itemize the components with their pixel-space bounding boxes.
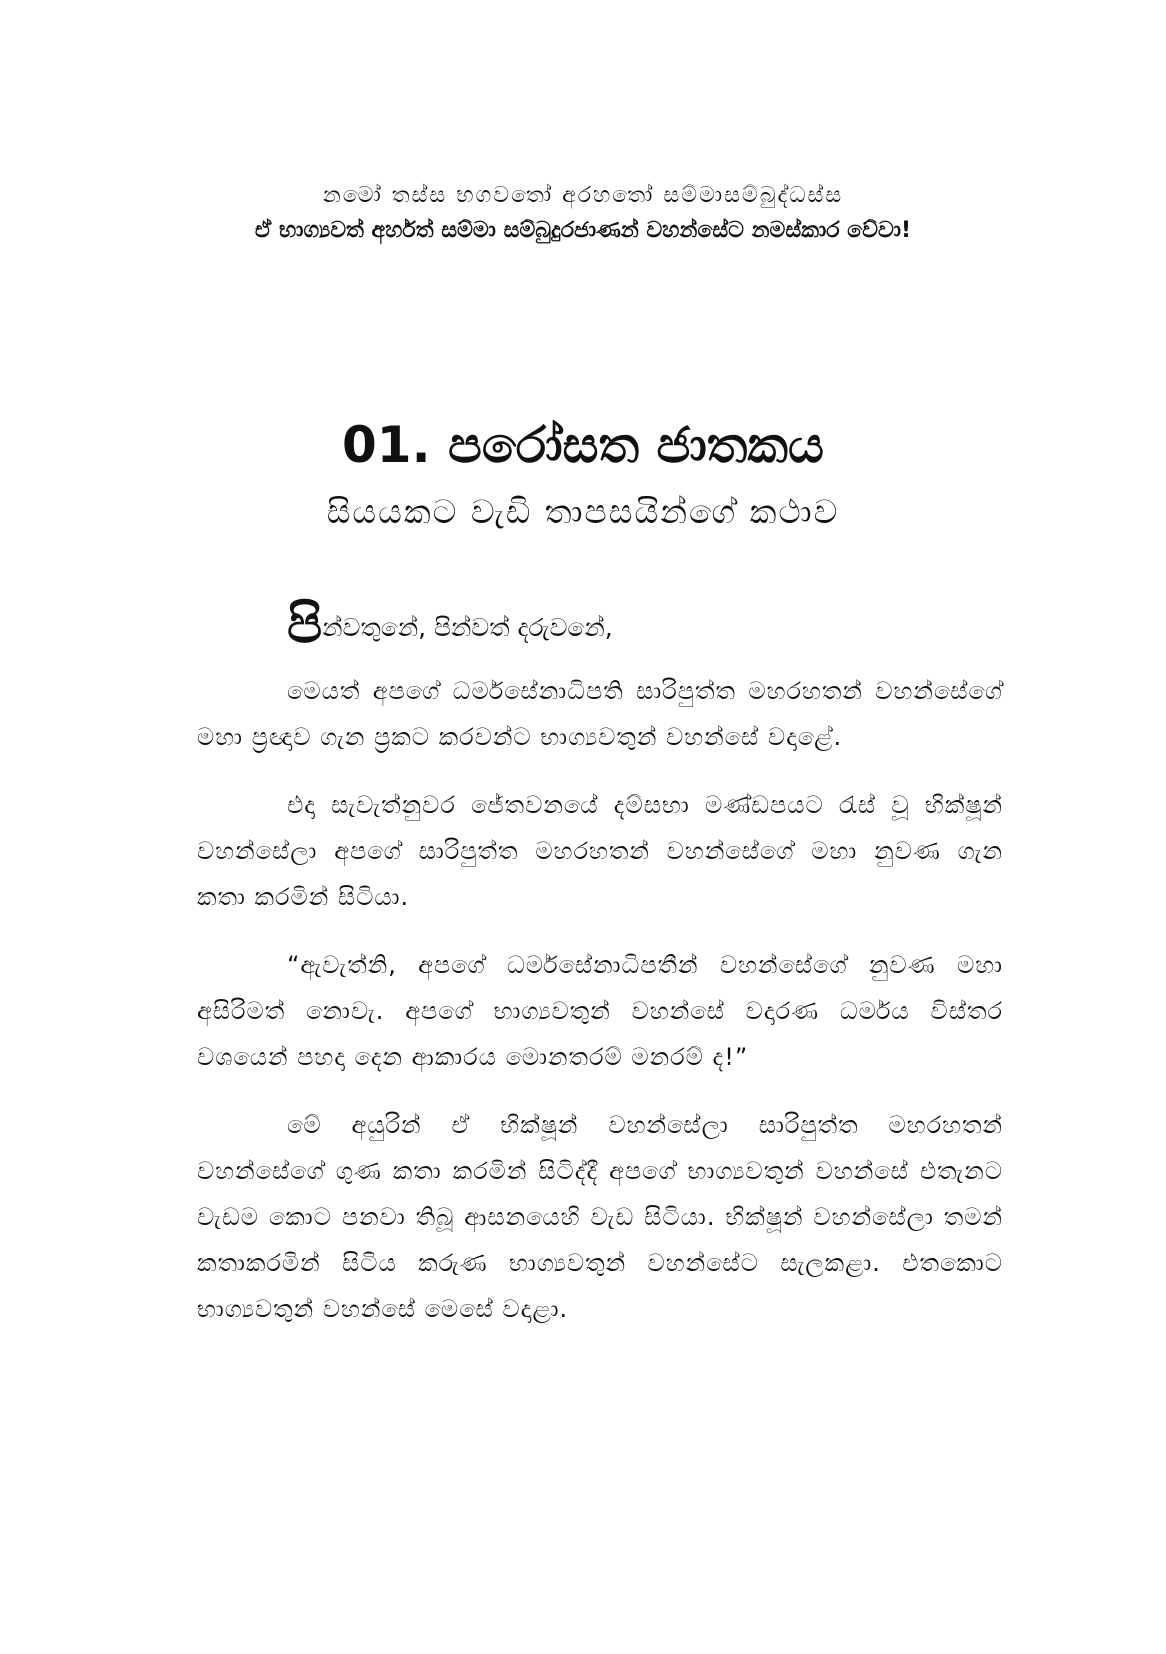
paragraph-2: එදා සැවැත්නුවර ජේතවනයේ දම්සභා මණ්ඩපයට රැස් වූ භික්ෂූන් වහන්සේලා අපගේ සාරිපුත්ත මහරහතන් වහන්සේගේ මහා නුවණ ගැන කතා කරමින් සිටියා. [197, 791, 1003, 911]
drop-cap: පි [287, 595, 323, 655]
salutation-block [0, 178, 1166, 248]
paragraph-3: “ඇවැත්නි, අපගේ ධර්මසේනාධිපතීන් වහන්සේගේ නුවණ මහා අසිරිමත් නොවැ. අපගේ භාග්‍යවතුන් වහන්සේ වදාරණ ධර්මය විස්තර වශයෙන් පහදා දෙන ආකාරය මොනතරම් මනරම් ද!” [197, 951, 1003, 1071]
pali-salutation: නමෝ තස්ස භගවතෝ අරහතෝ සම්මාසම්බුද්ධස්ස [322, 183, 844, 208]
chapter-title: 01. පරෝසත ජාතකය [342, 416, 824, 474]
sinhala-salutation: ඒ භාග්‍යවත් අර්හත් සම්මා සම්බුදුරජාණන් වහන්සේට නමස්කාර වේවා! [254, 218, 912, 243]
story-body [197, 595, 1003, 1354]
paragraph-1: මෙයත් අපගේ ධර්මසේනාධිපති සාරිපුත්ත මහරහතන් වහන්සේගේ මහා ප්‍රඥාව ගැන ප්‍රකට කරවන්ට භාග්‍යවතුන් වහන්සේ වදාළේ. [197, 677, 1003, 751]
chapter-subtitle: සියයකට වැඩි තාපසයින්ගේ කථාව [326, 492, 840, 531]
greeting-text: න්වතුනේ, පින්වත් දරුවනේ, [322, 613, 613, 642]
greeting-line [197, 595, 1003, 662]
paragraph-4: මේ අයුරින් ඒ භික්ෂූන් වහන්සේලා සාරිපුත්ත මහරහතන් වහන්සේගේ ගුණ කතා කරමින් සිටිද්දී අපගේ භාග්‍යවතුන් වහන්සේ එතැනට වැඩම කොට පනවා තිබූ ආසනයෙහි වැඩ සිටියා. භික්ෂූන් වහන්සේලා තමන් කතාකරමින් සිටිය කරුණ භාග්‍යවතුන් වහන්සේට සැලකළා. එතකොට භාග්‍යවතුන් වහන්සේ මෙසේ වදාළා. [197, 1111, 1003, 1323]
